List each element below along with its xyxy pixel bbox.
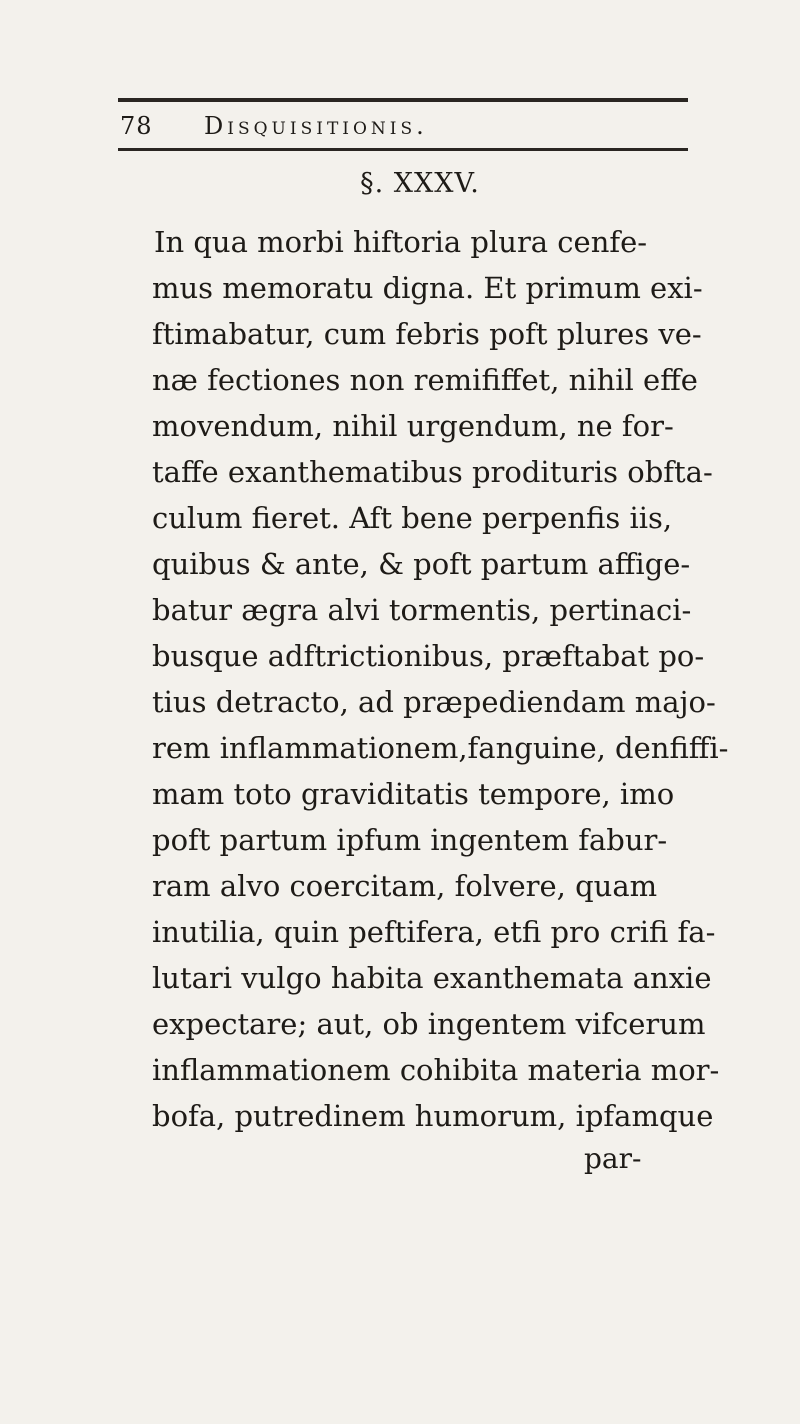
text-line: ftimabatur, cum febris poft plures ve- [152,317,702,351]
text-line: lutari vulgo habita exanthemata anxie [152,961,712,995]
catchword: par- [584,1142,642,1175]
text-line: expectare; aut, ob ingentem vifcerum [152,1007,706,1041]
text-line: In qua morbi hiftoria plura cenfe- [154,225,648,259]
text-line: taffe exanthematibus prodituris obfta- [152,455,713,489]
text-line: mam toto graviditatis tempore, imo [152,777,675,811]
text-line: næ fectiones non remififfet, nihil effe [152,363,698,397]
text-line: ram alvo coercitam, folvere, quam [152,869,658,903]
text-line: mus memoratu digna. Et primum exi- [152,271,703,305]
top-rule [118,98,688,102]
text-line: poft partum ipfum ingentem fabur- [152,823,668,857]
text-line: bofa, putredinem humorum, ipfamque [152,1099,714,1133]
text-line: busque adftrictionibus, præftabat po- [152,639,705,673]
section-heading: §. XXXV. [360,168,480,199]
text-line: movendum, nihil urgendum, ne for- [152,409,674,443]
page-header [118,108,688,148]
text-line: batur ægra alvi tormentis, pertinaci- [152,593,692,627]
text-line: rem inflammationem,fanguine, denfiffi- [152,731,729,765]
text-line: inflammationem cohibita materia mor- [152,1053,720,1087]
text-line: inutilia, quin peftifera, etfi pro crifi fa- [152,915,716,949]
header-rule [118,148,688,151]
text-line: culum fieret. Aft bene perpenfis iis, [152,501,673,535]
running-head: Disquisitionis. [204,112,428,140]
text-line: tius detracto, ad præpediendam majo- [152,685,716,719]
text-line: quibus & ante, & poft partum affige- [152,547,691,581]
page-number: 78 [120,112,153,140]
